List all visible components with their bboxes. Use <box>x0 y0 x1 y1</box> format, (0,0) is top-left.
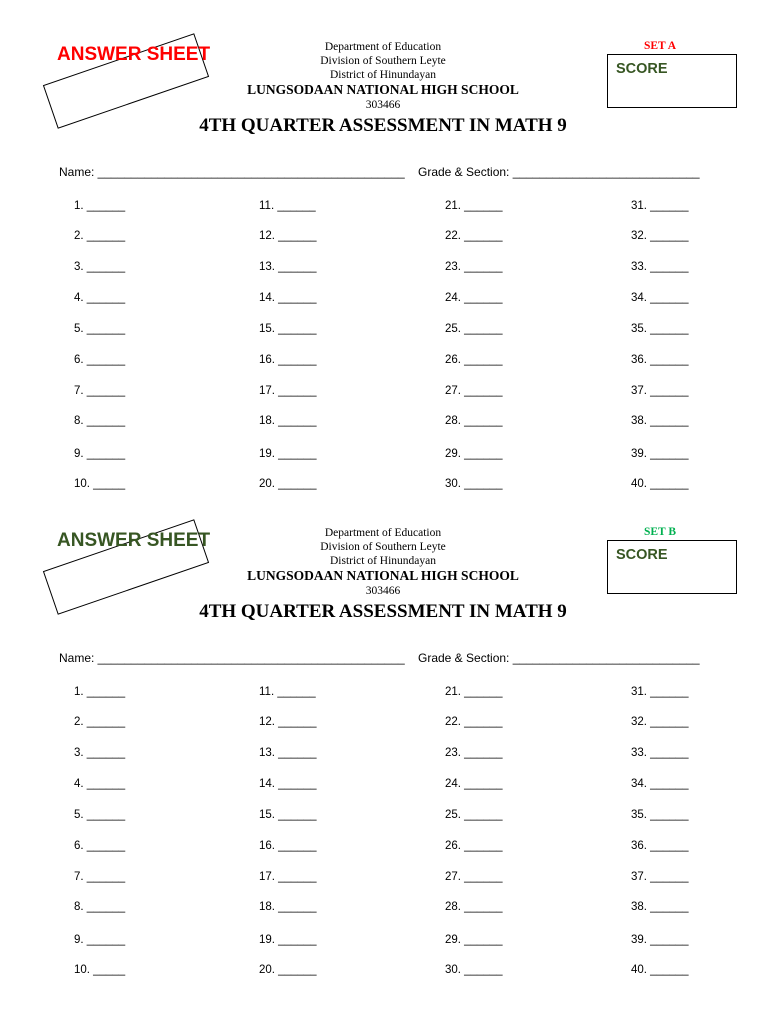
student-info-row <box>59 651 719 669</box>
answer-item-14[interactable]: 14. ______ <box>259 292 317 304</box>
answer-item-21[interactable]: 21. ______ <box>445 200 503 212</box>
answer-item-11[interactable]: 11. ______ <box>259 200 316 212</box>
answer-item-18[interactable]: 18. ______ <box>259 415 317 427</box>
name-field[interactable]: Name: ______________________________________________ <box>59 165 405 179</box>
division-line: Division of Southern Leyte <box>320 55 446 67</box>
answer-item-10[interactable]: 10. _____ <box>74 478 126 490</box>
answer-item-25[interactable]: 25. ______ <box>445 809 503 821</box>
answer-item-40[interactable]: 40. ______ <box>631 964 689 976</box>
answer-item-22[interactable]: 22. ______ <box>445 230 503 242</box>
answer-item-18[interactable]: 18. ______ <box>259 901 317 913</box>
answer-item-27[interactable]: 27. ______ <box>445 871 503 883</box>
grade-section-field[interactable]: Grade & Section: ____________________________ <box>418 165 700 179</box>
answer-item-1[interactable]: 1. ______ <box>74 200 126 212</box>
answer-item-34[interactable]: 34. ______ <box>631 778 689 790</box>
answer-item-37[interactable]: 37. ______ <box>631 871 689 883</box>
answer-item-13[interactable]: 13. ______ <box>259 747 317 759</box>
answer-item-10[interactable]: 10. _____ <box>74 964 126 976</box>
answer-item-28[interactable]: 28. ______ <box>445 901 503 913</box>
score-label: SCORE <box>616 61 668 77</box>
answer-item-35[interactable]: 35. ______ <box>631 809 689 821</box>
department-line: Department of Education <box>324 527 442 539</box>
answer-item-17[interactable]: 17. ______ <box>259 871 317 883</box>
answer-item-22[interactable]: 22. ______ <box>445 716 503 728</box>
answer-sheet-set-b <box>0 486 768 976</box>
answer-item-12[interactable]: 12. ______ <box>259 716 317 728</box>
answer-item-29[interactable]: 29. ______ <box>445 934 503 946</box>
answer-item-8[interactable]: 8. ______ <box>74 415 126 427</box>
answer-item-32[interactable]: 32. ______ <box>631 230 689 242</box>
answer-sheet-set-a <box>0 0 768 490</box>
answer-item-13[interactable]: 13. ______ <box>259 261 317 273</box>
answer-item-16[interactable]: 16. ______ <box>259 354 317 366</box>
answer-item-30[interactable]: 30. ______ <box>445 964 503 976</box>
answer-sheet-title: ANSWER SHEET <box>57 530 211 551</box>
answer-item-12[interactable]: 12. ______ <box>259 230 317 242</box>
answer-item-26[interactable]: 26. ______ <box>445 354 503 366</box>
answer-item-11[interactable]: 11. ______ <box>259 686 316 698</box>
department-line: Department of Education <box>324 41 442 53</box>
school-header <box>180 526 586 624</box>
answer-item-9[interactable]: 9. ______ <box>74 934 126 946</box>
answer-item-6[interactable]: 6. ______ <box>74 354 126 366</box>
answer-item-3[interactable]: 3. ______ <box>74 261 126 273</box>
answer-item-5[interactable]: 5. ______ <box>74 809 126 821</box>
answer-item-33[interactable]: 33. ______ <box>631 747 689 759</box>
answer-item-5[interactable]: 5. ______ <box>74 323 126 335</box>
set-label: SET B <box>643 526 677 538</box>
answer-sheet-title: ANSWER SHEET <box>57 44 211 65</box>
answer-item-27[interactable]: 27. ______ <box>445 385 503 397</box>
assessment-title: 4TH QUARTER ASSESSMENT IN MATH 9 <box>199 115 567 136</box>
answer-item-38[interactable]: 38. ______ <box>631 901 689 913</box>
answer-item-9[interactable]: 9. ______ <box>74 448 126 460</box>
grade-section-field[interactable]: Grade & Section: ____________________________ <box>418 651 700 665</box>
answer-item-21[interactable]: 21. ______ <box>445 686 503 698</box>
name-field[interactable]: Name: ______________________________________________ <box>59 651 405 665</box>
answer-item-36[interactable]: 36. ______ <box>631 354 689 366</box>
answer-item-24[interactable]: 24. ______ <box>445 778 503 790</box>
score-label: SCORE <box>616 547 668 563</box>
answer-item-8[interactable]: 8. ______ <box>74 901 126 913</box>
answer-item-19[interactable]: 19. ______ <box>259 448 317 460</box>
district-line: District of Hinundayan <box>329 69 437 81</box>
answer-item-20[interactable]: 20. ______ <box>259 478 317 490</box>
answer-item-29[interactable]: 29. ______ <box>445 448 503 460</box>
score-box[interactable] <box>607 54 737 108</box>
answer-item-31[interactable]: 31. ______ <box>631 200 689 212</box>
answer-item-40[interactable]: 40. ______ <box>631 478 689 490</box>
answer-item-25[interactable]: 25. ______ <box>445 323 503 335</box>
answer-item-16[interactable]: 16. ______ <box>259 840 317 852</box>
division-line: Division of Southern Leyte <box>320 541 446 553</box>
answer-item-31[interactable]: 31. ______ <box>631 686 689 698</box>
answer-item-1[interactable]: 1. ______ <box>74 686 126 698</box>
school-header <box>180 40 586 138</box>
answer-item-33[interactable]: 33. ______ <box>631 261 689 273</box>
set-label: SET A <box>643 40 677 52</box>
answer-item-35[interactable]: 35. ______ <box>631 323 689 335</box>
district-line: District of Hinundayan <box>329 555 437 567</box>
answer-item-2[interactable]: 2. ______ <box>74 230 126 242</box>
school-name: LUNGSODAAN NATIONAL HIGH SCHOOL <box>247 568 519 583</box>
answer-item-26[interactable]: 26. ______ <box>445 840 503 852</box>
answer-item-17[interactable]: 17. ______ <box>259 385 317 397</box>
answer-item-7[interactable]: 7. ______ <box>74 871 126 883</box>
answer-item-3[interactable]: 3. ______ <box>74 747 126 759</box>
answer-item-24[interactable]: 24. ______ <box>445 292 503 304</box>
answer-item-34[interactable]: 34. ______ <box>631 292 689 304</box>
answer-item-38[interactable]: 38. ______ <box>631 415 689 427</box>
answer-item-23[interactable]: 23. ______ <box>445 261 503 273</box>
answer-item-7[interactable]: 7. ______ <box>74 385 126 397</box>
answer-item-6[interactable]: 6. ______ <box>74 840 126 852</box>
answer-item-30[interactable]: 30. ______ <box>445 478 503 490</box>
answer-item-15[interactable]: 15. ______ <box>259 809 317 821</box>
school-id: 303466 <box>365 99 401 111</box>
school-name: LUNGSODAAN NATIONAL HIGH SCHOOL <box>247 82 519 97</box>
school-id: 303466 <box>365 585 401 597</box>
answer-item-32[interactable]: 32. ______ <box>631 716 689 728</box>
answer-item-39[interactable]: 39. ______ <box>631 448 689 460</box>
answer-item-37[interactable]: 37. ______ <box>631 385 689 397</box>
answer-item-20[interactable]: 20. ______ <box>259 964 317 976</box>
answer-item-19[interactable]: 19. ______ <box>259 934 317 946</box>
student-info-row <box>59 165 719 183</box>
answer-item-23[interactable]: 23. ______ <box>445 747 503 759</box>
answer-item-15[interactable]: 15. ______ <box>259 323 317 335</box>
answer-item-2[interactable]: 2. ______ <box>74 716 126 728</box>
score-box[interactable] <box>607 540 737 594</box>
answer-item-4[interactable]: 4. ______ <box>74 778 126 790</box>
answer-item-36[interactable]: 36. ______ <box>631 840 689 852</box>
answer-item-4[interactable]: 4. ______ <box>74 292 126 304</box>
answer-item-14[interactable]: 14. ______ <box>259 778 317 790</box>
answer-item-39[interactable]: 39. ______ <box>631 934 689 946</box>
assessment-title: 4TH QUARTER ASSESSMENT IN MATH 9 <box>199 601 567 622</box>
answer-item-28[interactable]: 28. ______ <box>445 415 503 427</box>
